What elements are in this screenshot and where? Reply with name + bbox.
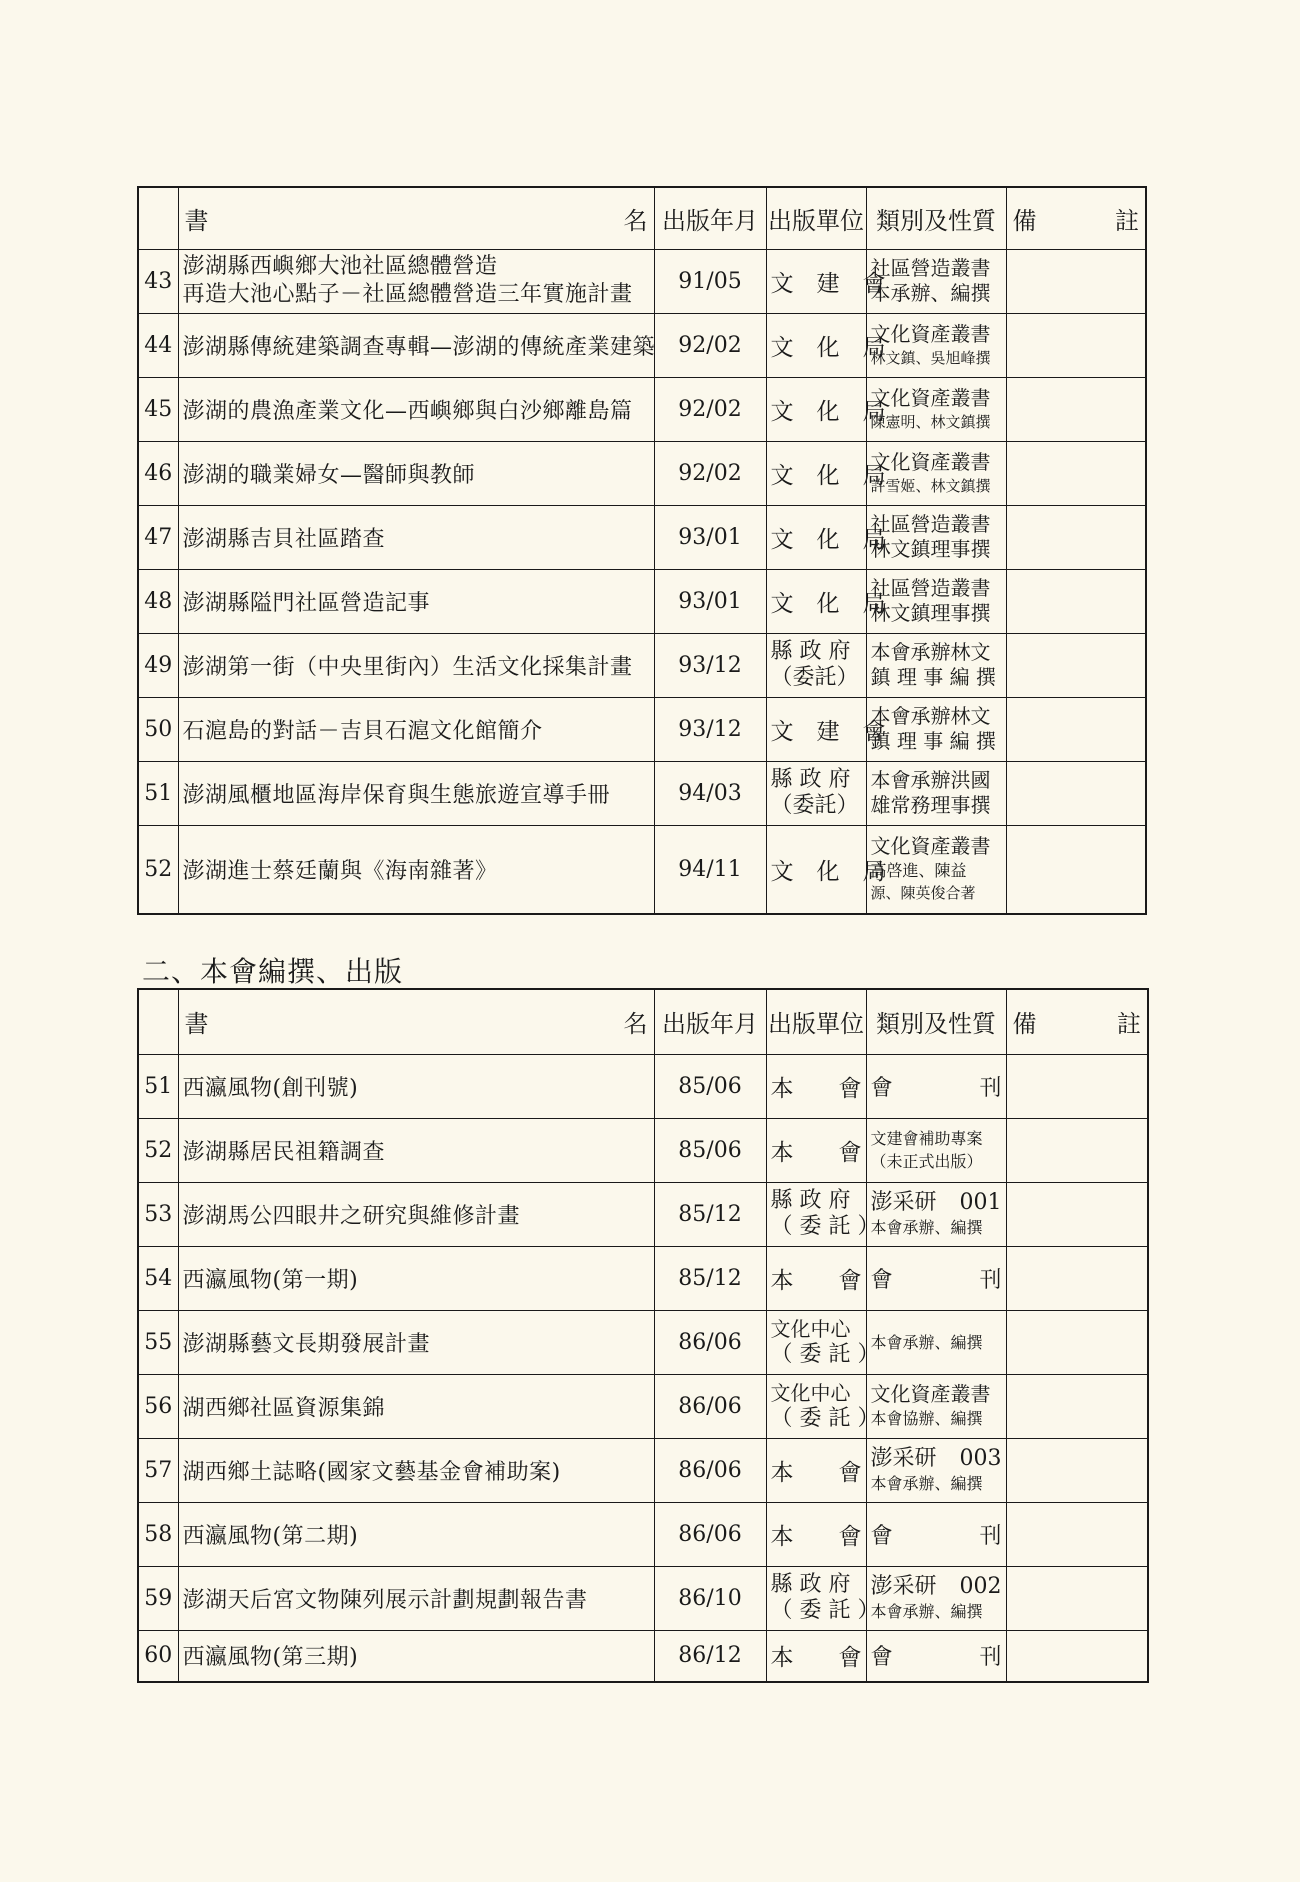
table-row: [138, 505, 1146, 569]
publish-date: 85/12: [654, 1182, 766, 1246]
table-row: [138, 761, 1146, 825]
row-number: 47: [138, 505, 178, 569]
publish-date: 86/06: [654, 1374, 766, 1438]
publish-date: 93/01: [654, 569, 766, 633]
book-title: 澎湖縣隘門社區營造記事: [178, 569, 654, 633]
remark: [1006, 1182, 1148, 1246]
row-number: 43: [138, 249, 178, 313]
publish-date: 86/06: [654, 1438, 766, 1502]
remark: [1006, 1310, 1148, 1374]
publisher: 縣 政 府 （委託）: [766, 633, 866, 697]
remark: [1006, 377, 1146, 441]
book-title: 澎湖的農漁產業文化—西嶼鄉與白沙鄉離島篇: [178, 377, 654, 441]
book-title: 澎湖縣西嶼鄉大池社區總體營造 再造大池心點子－社區總體營造三年實施計畫: [178, 249, 654, 313]
row-number: 54: [138, 1246, 178, 1310]
book-title: 澎湖縣居民祖籍調查: [178, 1118, 654, 1182]
publish-date: 85/06: [654, 1118, 766, 1182]
publisher: 本 會: [766, 1054, 866, 1118]
table-row: [138, 1118, 1148, 1182]
book-title: 湖西鄉土誌略(國家文藝基金會補助案): [178, 1438, 654, 1502]
row-number: 45: [138, 377, 178, 441]
book-title: 西瀛風物(創刊號): [178, 1054, 654, 1118]
remark: [1006, 1438, 1148, 1502]
row-number: 58: [138, 1502, 178, 1566]
publisher: 文 化 局: [766, 377, 866, 441]
publish-date: 86/10: [654, 1566, 766, 1630]
date-header: 出版年月: [654, 187, 766, 249]
table-row: [138, 1054, 1148, 1118]
row-number: 48: [138, 569, 178, 633]
table-row: [138, 825, 1146, 914]
remark: [1006, 1566, 1148, 1630]
category: 會 刊: [866, 1502, 1006, 1566]
row-number: 52: [138, 825, 178, 914]
publish-date: 93/12: [654, 697, 766, 761]
unit-header: 出版單位: [766, 187, 866, 249]
category: 文化資產叢書 許雪姬、林文鎮撰: [866, 441, 1006, 505]
unit-header: 出版單位: [766, 989, 866, 1054]
table-row: [138, 569, 1146, 633]
publisher: 文 化 局: [766, 441, 866, 505]
remark: [1006, 1630, 1148, 1682]
book-title: 澎湖馬公四眼井之研究與維修計畫: [178, 1182, 654, 1246]
publish-date: 86/06: [654, 1502, 766, 1566]
row-number: 56: [138, 1374, 178, 1438]
publish-date: 86/12: [654, 1630, 766, 1682]
table-row: [138, 1630, 1148, 1682]
book-title: 西瀛風物(第一期): [178, 1246, 654, 1310]
publisher: 本 會: [766, 1502, 866, 1566]
table-header-row: [138, 989, 1148, 1054]
publisher: 縣 政 府 （委託）: [766, 761, 866, 825]
table-row: [138, 1182, 1148, 1246]
publish-date: 94/03: [654, 761, 766, 825]
remark: [1006, 633, 1146, 697]
title-header: 書 名: [178, 187, 654, 249]
no-header: [138, 989, 178, 1054]
book-title: 澎湖第一街（中央里街內）生活文化採集計畫: [178, 633, 654, 697]
book-title: 西瀛風物(第三期): [178, 1630, 654, 1682]
remark: [1006, 441, 1146, 505]
remark: [1006, 1118, 1148, 1182]
category: 文建會補助專案 （未正式出版）: [866, 1118, 1006, 1182]
row-number: 51: [138, 761, 178, 825]
table-row: [138, 1246, 1148, 1310]
row-number: 51: [138, 1054, 178, 1118]
category: 文化資產叢書 陳憲明、林文鎮撰: [866, 377, 1006, 441]
category: 會 刊: [866, 1246, 1006, 1310]
row-number: 60: [138, 1630, 178, 1682]
publication-table-1: [137, 186, 1147, 915]
category: 社區營造叢書 林文鎮理事撰: [866, 569, 1006, 633]
publisher: 文 化 局: [766, 569, 866, 633]
book-title: 石滬島的對話－吉貝石滬文化館簡介: [178, 697, 654, 761]
category: 社區營造叢書 本承辦、編撰: [866, 249, 1006, 313]
publisher: 文 化 局: [766, 505, 866, 569]
table-row: [138, 1438, 1148, 1502]
remark: [1006, 1054, 1148, 1118]
publisher: 文 化 局: [766, 825, 866, 914]
row-number: 55: [138, 1310, 178, 1374]
category: 會 刊: [866, 1054, 1006, 1118]
category: 會 刊: [866, 1630, 1006, 1682]
table-row: [138, 249, 1146, 313]
publisher: 文 建 會: [766, 249, 866, 313]
table-row: [138, 377, 1146, 441]
publisher: 縣 政 府 （ 委 託 ）: [766, 1182, 866, 1246]
row-number: 52: [138, 1118, 178, 1182]
publisher: 文 建 會: [766, 697, 866, 761]
publish-date: 93/12: [654, 633, 766, 697]
table-row: [138, 1502, 1148, 1566]
publish-date: 93/01: [654, 505, 766, 569]
category-header: 類別及性質: [866, 989, 1006, 1054]
remark: [1006, 249, 1146, 313]
row-number: 59: [138, 1566, 178, 1630]
publish-date: 92/02: [654, 377, 766, 441]
book-title: 澎湖縣吉貝社區踏查: [178, 505, 654, 569]
category: 社區營造叢書 林文鎮理事撰: [866, 505, 1006, 569]
publisher: 文化中心 （ 委 託 ）: [766, 1310, 866, 1374]
publication-table-2: [137, 988, 1149, 1683]
remark: [1006, 697, 1146, 761]
remark: [1006, 1374, 1148, 1438]
table-row: [138, 1310, 1148, 1374]
category: 文化資產叢書 高啓進、陳益 源、陳英俊合著: [866, 825, 1006, 914]
category: 澎采研 003 本會承辦、編撰: [866, 1438, 1006, 1502]
category: 本會承辦林文 鎮 理 事 編 撰: [866, 697, 1006, 761]
book-title: 澎湖進士蔡廷蘭與《海南雜著》: [178, 825, 654, 914]
publisher: 文化中心 （ 委 託 ）: [766, 1374, 866, 1438]
book-title: 澎湖縣傳統建築調查專輯—澎湖的傳統產業建築: [178, 313, 654, 377]
publisher: 縣 政 府 （ 委 託 ）: [766, 1566, 866, 1630]
publisher: 本 會: [766, 1118, 866, 1182]
remark: [1006, 313, 1146, 377]
book-title: 澎湖天后宮文物陳列展示計劃規劃報告書: [178, 1566, 654, 1630]
remark: [1006, 1246, 1148, 1310]
category: 澎采研 001 本會承辦、編撰: [866, 1182, 1006, 1246]
publish-date: 85/06: [654, 1054, 766, 1118]
table-row: [138, 697, 1146, 761]
book-title: 西瀛風物(第二期): [178, 1502, 654, 1566]
remark: [1006, 761, 1146, 825]
book-title: 澎湖縣藝文長期發展計畫: [178, 1310, 654, 1374]
publish-date: 92/02: [654, 441, 766, 505]
category: 本會承辦林文 鎮 理 事 編 撰: [866, 633, 1006, 697]
publisher: 本 會: [766, 1438, 866, 1502]
table-row: [138, 313, 1146, 377]
row-number: 53: [138, 1182, 178, 1246]
category: 文化資產叢書 林文鎮、吳旭峰撰: [866, 313, 1006, 377]
publish-date: 94/11: [654, 825, 766, 914]
book-title: 湖西鄉社區資源集錦: [178, 1374, 654, 1438]
remark: [1006, 825, 1146, 914]
publisher: 本 會: [766, 1246, 866, 1310]
category: 本會承辦、編撰: [866, 1310, 1006, 1374]
title-header: 書 名: [178, 989, 654, 1054]
publish-date: 92/02: [654, 313, 766, 377]
category-header: 類別及性質: [866, 187, 1006, 249]
remark: [1006, 505, 1146, 569]
publisher: 文 化 局: [766, 313, 866, 377]
book-title: 澎湖的職業婦女—醫師與教師: [178, 441, 654, 505]
publish-date: 91/05: [654, 249, 766, 313]
category: 澎采研 002 本會承辦、編撰: [866, 1566, 1006, 1630]
section-heading: 二、本會編撰、出版: [142, 955, 404, 988]
row-number: 57: [138, 1438, 178, 1502]
date-header: 出版年月: [654, 989, 766, 1054]
remark-header: 備 註: [1006, 187, 1146, 249]
table-row: [138, 1374, 1148, 1438]
category: 本會承辦洪國 雄常務理事撰: [866, 761, 1006, 825]
remark: [1006, 1502, 1148, 1566]
row-number: 46: [138, 441, 178, 505]
book-title: 澎湖風櫃地區海岸保育與生態旅遊宣導手冊: [178, 761, 654, 825]
table-header-row: [138, 187, 1146, 249]
category: 文化資產叢書 本會協辦、編撰: [866, 1374, 1006, 1438]
remark: [1006, 569, 1146, 633]
remark-header: 備 註: [1006, 989, 1148, 1054]
row-number: 49: [138, 633, 178, 697]
table-row: [138, 1566, 1148, 1630]
no-header: [138, 187, 178, 249]
table-row: [138, 441, 1146, 505]
publish-date: 86/06: [654, 1310, 766, 1374]
publisher: 本 會: [766, 1630, 866, 1682]
table-row: [138, 633, 1146, 697]
publish-date: 85/12: [654, 1246, 766, 1310]
row-number: 44: [138, 313, 178, 377]
row-number: 50: [138, 697, 178, 761]
